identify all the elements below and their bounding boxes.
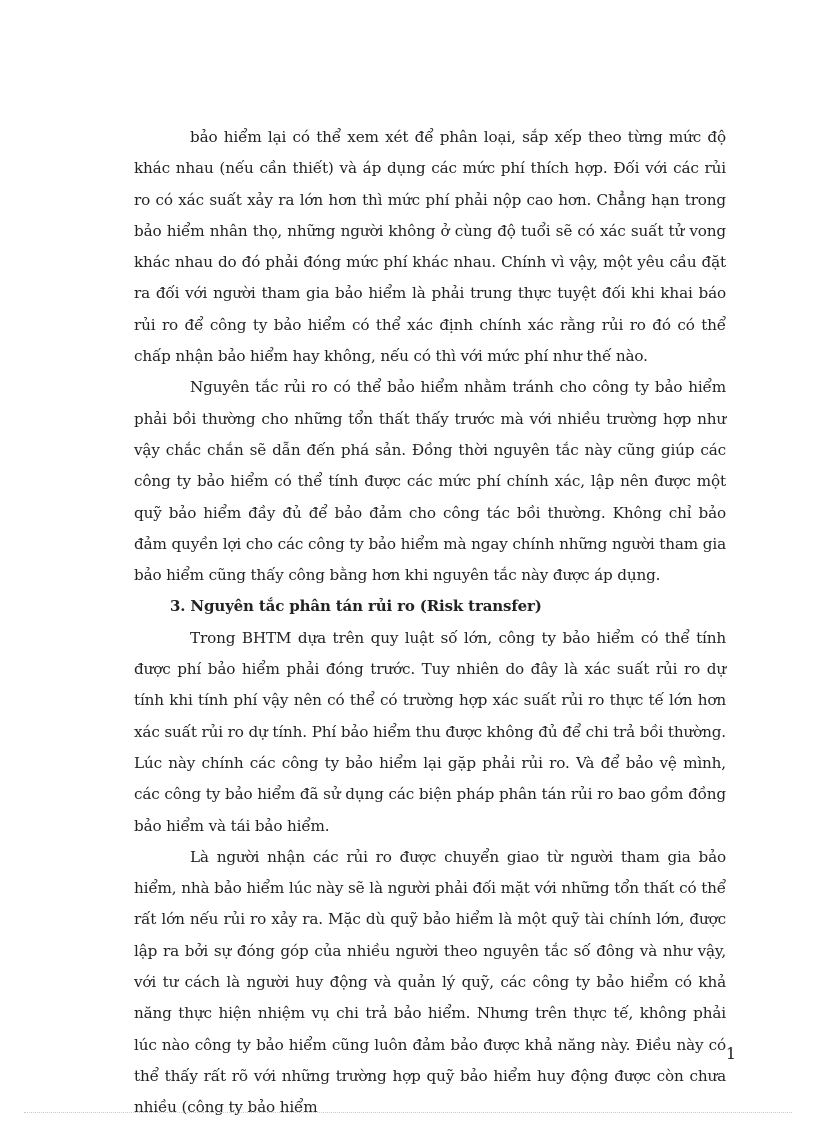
paragraph-risk-classification: bảo hiểm lại có thể xem xét để phân loại, sắp xếp theo từng mức độ khác nhau (nếu cần thiết) và áp dụng các mức phí thích hợp. Đối với các rủi ro có xác suất xảy ra lớn hơn thì mức phí phải nộp cao hơn. Chẳng hạn trong bảo hiểm nhân thọ, những người không ở cùng độ tuổi sẽ có xác suất tử vong khác nhau do đó phải đóng mức phí khác nhau. Chính vì vậy, một yêu cầu đặt ra đối với người tham gia bảo hiểm là phải trung thực tuyệt đối khi khai báo rủi ro để công ty bảo hiểm có thể xác định chính xác rằng rủi ro đó có thể chấp nhận bảo hiểm hay không, nếu có thì với mức phí như thế nào. bbox=[134, 128, 726, 366]
body-text bbox=[134, 122, 726, 1124]
paragraph-insurer-exposure: Là người nhận các rủi ro được chuyển giao từ người tham gia bảo hiểm, nhà bảo hiểm lúc này sẽ là người phải đối mặt với những tổn thất có thể rất lớn nếu rủi ro xảy ra. Mặc dù quỹ bảo hiểm là một quỹ tài chính lớn, được lập ra bởi sự đóng góp của nhiều người theo nguyên tắc số đông và như vậy, với tư cách là người huy động và quản lý quỹ, các công ty bảo hiểm có khả năng thực hiện nhiệm vụ chi trả bảo hiểm. Nhưng trên thực tế, không phải lúc nào công ty bảo hiểm cũng luôn đảm bảo được khả năng này. Điều này có thể thấy rất rõ với những trường hợp quỹ bảo hiểm huy động được còn chưa nhiều (công ty bảo hiểm bbox=[134, 847, 726, 1117]
paragraph-insurable-risk-principle: Nguyên tắc rủi ro có thể bảo hiểm nhằm tránh cho công ty bảo hiểm phải bồi thường cho những tổn thất thấy trước mà với nhiều trường hợp như vậy chắc chắn sẽ dẫn đến phá sản. Đồng thời nguyên tắc này cũng giúp các công ty bảo hiểm có thể tính được các mức phí chính xác, lập nên được một quỹ bảo hiểm đầy đủ để bảo đảm cho công tác bồi thường. Không chỉ bảo đảm quyền lợi cho các công ty bảo hiểm mà ngay chính những người tham gia bảo hiểm cũng thấy công bằng hơn khi nguyên tắc này được áp dụng. bbox=[134, 378, 726, 585]
section-heading: 3. Nguyên tắc phân tán rủi ro (Risk transfer) bbox=[170, 597, 542, 616]
paragraph-risk-transfer-intro: Trong BHTM dựa trên quy luật số lớn, công ty bảo hiểm có thể tính được phí bảo hiểm phải đóng trước. Tuy nhiên do đây là xác suất rủi ro dự tính khi tính phí vậy nên có thể có trường hợp xác suất rủi ro thực tế lớn hơn xác suất rủi ro dự tính. Phí bảo hiểm thu được không đủ để chi trả bồi thường. Lúc này chính các công ty bảo hiểm lại gặp phải rủi ro. Và để bảo vệ mình, các công ty bảo hiểm đã sử dụng các biện pháp phân tán rủi ro bao gồm đồng bảo hiểm và tái bảo hiểm. bbox=[134, 628, 726, 835]
footer-divider bbox=[24, 1112, 792, 1113]
page-number: 1 bbox=[725, 1044, 736, 1063]
